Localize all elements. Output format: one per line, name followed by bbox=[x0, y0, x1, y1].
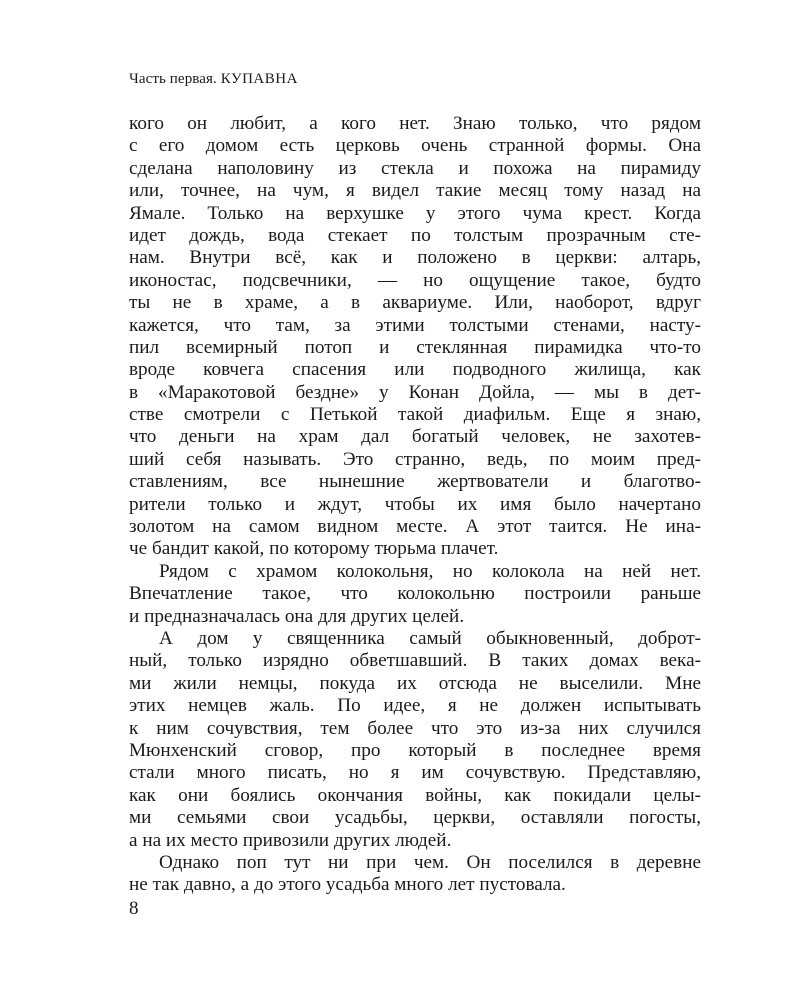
text-line: ми жили немцы, покуда их отсюда не выселили. Мне bbox=[129, 672, 701, 694]
running-head bbox=[129, 71, 298, 88]
text-line: этих немцев жаль. По идее, я не должен испытывать bbox=[129, 695, 701, 717]
text-line: ший себя называть. Это странно, ведь, по моим пред- bbox=[129, 448, 701, 470]
paragraph bbox=[129, 113, 701, 561]
text-line: и предназначалась она для других целей. bbox=[129, 605, 465, 627]
text-line: вроде ковчега спасения или подводного жилища, как bbox=[129, 359, 701, 381]
text-line: кого он любит, а кого нет. Знаю только, что рядом bbox=[129, 113, 701, 134]
paragraph bbox=[129, 852, 701, 897]
text-line: идет дождь, вода стекает по толстым прозрачным сте- bbox=[129, 224, 701, 246]
running-head-part: Часть первая. bbox=[129, 71, 217, 87]
text-line: золотом на самом видном месте. А этот таится. Не ина- bbox=[129, 516, 701, 538]
text-line: сделана наполовину из стекла и похожа на пирамиду bbox=[129, 157, 701, 179]
text-line: пил всемирный потоп и стеклянная пирамидка что-то bbox=[129, 336, 701, 358]
text-line: Рядом с храмом колокольня, но колокола на ней нет. bbox=[159, 560, 701, 582]
text-line: стали много писать, но я им сочувствую. Представляю, bbox=[129, 762, 701, 784]
text-line: че бандит какой, по которому тюрьма плачет. bbox=[129, 538, 499, 560]
text-line: ты не в храме, а в аквариуме. Или, наоборот, вдруг bbox=[129, 292, 701, 314]
text-line: Однако поп тут ни при чем. Он поселился в деревне bbox=[159, 851, 701, 873]
text-line: иконостас, подсвечники, — но ощущение такое, будто bbox=[129, 269, 701, 291]
text-line: ный, только изрядно обветшавший. В таких домах века- bbox=[129, 650, 701, 672]
text-line: с его домом есть церковь очень странной формы. Она bbox=[129, 135, 701, 157]
text-line: кажется, что там, за этими толстыми стенами, насту- bbox=[129, 314, 701, 336]
running-head-title: КУПАВНА bbox=[220, 71, 298, 87]
text-line: не так давно, а до этого усадьба много лет пустовала. bbox=[129, 874, 566, 896]
text-line: а на их место привозили других людей. bbox=[129, 829, 452, 851]
text-line: как они боялись окончания войны, как покидали целы- bbox=[129, 784, 701, 806]
text-line: или, точнее, на чум, я видел такие месяц тому назад на bbox=[129, 180, 701, 202]
text-line: что деньги на храм дал богатый человек, не захотев- bbox=[129, 426, 701, 448]
text-line: стве смотрели с Петькой такой диафильм. Еще я знаю, bbox=[129, 404, 701, 426]
text-line: к ним сочувствия, тем более что это из-за них случился bbox=[129, 717, 701, 739]
text-line: в «Маракотовой бездне» у Конан Дойла, — мы в дет- bbox=[129, 381, 701, 403]
body-text bbox=[129, 113, 701, 897]
text-line: рители только и ждут, чтобы их имя было начертано bbox=[129, 493, 701, 515]
text-line: ми семьями свои усадьбы, церкви, оставляли погосты, bbox=[129, 807, 701, 829]
text-line: Ямале. Только на верхушке у этого чума крест. Когда bbox=[129, 202, 701, 224]
text-line: Мюнхенский сговор, про который в последнее время bbox=[129, 739, 701, 761]
text-line: Впечатление такое, что колокольню построили раньше bbox=[129, 583, 701, 605]
text-line: нам. Внутри всё, как и положено в церкви: алтарь, bbox=[129, 247, 701, 269]
text-line: А дом у священника самый обыкновенный, доброт- bbox=[159, 627, 701, 649]
text-line: ставлениям, все нынешние жертвователи и благотво- bbox=[129, 471, 701, 493]
paragraph bbox=[129, 628, 701, 852]
page-number: 8 bbox=[129, 898, 139, 919]
paragraph bbox=[129, 561, 701, 628]
